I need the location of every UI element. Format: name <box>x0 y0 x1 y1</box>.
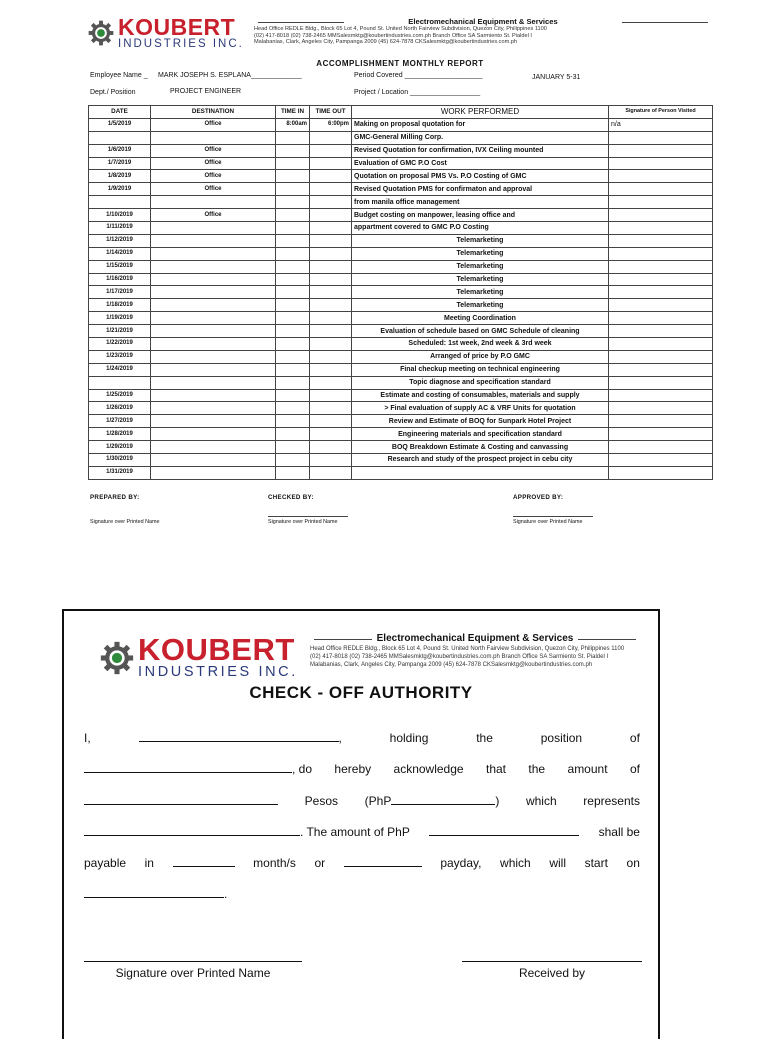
word-acknowledge: acknowledge <box>393 762 464 777</box>
date-cell: 1/24/2019 <box>89 363 151 376</box>
accomplishment-report <box>88 14 712 525</box>
word-on: on <box>626 856 640 871</box>
word-which: which <box>525 793 557 808</box>
time-out-cell <box>310 196 352 209</box>
time-in-cell <box>276 428 310 441</box>
table-row <box>89 312 713 325</box>
signature-cell <box>609 260 713 273</box>
work-performed-cell: Telemarketing <box>352 273 609 286</box>
employee-name-value: MARK JOSEPH S. ESPLANA_____________ <box>158 72 302 79</box>
time-in-cell <box>276 350 310 363</box>
destination-cell <box>151 131 276 144</box>
time-in-cell: 8:00am <box>276 118 310 131</box>
destination-cell <box>151 389 276 402</box>
time-in-cell <box>276 196 310 209</box>
time-in-cell <box>276 183 310 196</box>
destination-cell <box>151 441 276 454</box>
php-amount-blank[interactable] <box>391 792 495 805</box>
time-in-cell <box>276 234 310 247</box>
destination-cell <box>151 350 276 363</box>
word-comma: , <box>338 731 342 745</box>
time-in-cell <box>276 131 310 144</box>
work-performed-cell: Quotation on proposal PMS Vs. P.O Costing of GMC <box>352 170 609 183</box>
work-performed-cell: Telemarketing <box>352 234 609 247</box>
signature-cell <box>609 183 713 196</box>
time-in-cell <box>276 299 310 312</box>
time-in-cell <box>276 389 310 402</box>
table-row <box>89 209 713 222</box>
date-cell <box>89 376 151 389</box>
destination-cell: Office <box>151 118 276 131</box>
date-cell: 1/19/2019 <box>89 312 151 325</box>
paragraph-line-2 <box>84 754 640 785</box>
table-row <box>89 299 713 312</box>
col-header-time-out: TIME OUT <box>310 106 352 119</box>
time-out-cell <box>310 312 352 325</box>
purpose-blank[interactable] <box>84 823 300 836</box>
time-out-cell <box>310 183 352 196</box>
signature-line[interactable] <box>84 961 302 962</box>
signature-cell <box>609 144 713 157</box>
word-the: the <box>476 731 493 745</box>
time-in-cell <box>276 312 310 325</box>
work-performed-cell: Telemarketing <box>352 260 609 273</box>
destination-cell <box>151 247 276 260</box>
word-amount-of-php: . The amount of PhP <box>300 824 410 839</box>
time-in-cell <box>276 260 310 273</box>
work-performed-cell: from manila office management <box>352 196 609 209</box>
prepared-by-block <box>90 494 160 525</box>
word-position: position <box>540 731 583 745</box>
col-header-time-in: TIME IN <box>276 106 310 119</box>
company-subname: INDUSTRIES INC. <box>118 38 244 50</box>
table-row <box>89 183 713 196</box>
date-cell: 1/26/2019 <box>89 402 151 415</box>
address-line-1: Head Office REDLE Bldg., Block 65 Lot 4, Pound St. United North Fairview Subdivision, Quezon City, Philippines 1100 <box>254 26 547 32</box>
paragraph-line-1 <box>84 723 640 754</box>
date-cell: 1/6/2019 <box>89 144 151 157</box>
table-row <box>89 260 713 273</box>
work-performed-cell: Evaluation of GMC P.O Cost <box>352 157 609 170</box>
date-cell: 1/22/2019 <box>89 338 151 351</box>
work-log-table <box>88 105 713 480</box>
time-out-cell <box>310 454 352 467</box>
time-out-cell <box>310 363 352 376</box>
paragraph-line-6 <box>84 879 640 910</box>
date-cell: 1/9/2019 <box>89 183 151 196</box>
form-title: CHECK - OFF AUTHORITY <box>249 683 473 702</box>
company-brand <box>138 632 298 680</box>
time-in-cell <box>276 415 310 428</box>
time-in-cell <box>276 441 310 454</box>
time-out-cell <box>310 466 352 479</box>
date-cell: 1/29/2019 <box>89 441 151 454</box>
company-tagline: Electromechanical Equipment & Services <box>254 17 712 26</box>
paragraph-line-5 <box>84 848 640 879</box>
word-close-paren: ) <box>495 793 500 808</box>
time-in-cell <box>276 338 310 351</box>
word-shall-be: shall be <box>598 824 640 839</box>
time-in-cell <box>276 466 310 479</box>
signature-cell <box>609 131 713 144</box>
word-that: that <box>486 762 507 777</box>
signature-cell <box>609 441 713 454</box>
word-of: of <box>629 731 640 745</box>
signature-cell <box>609 402 713 415</box>
word-period: . <box>224 887 228 902</box>
date-cell: 1/7/2019 <box>89 157 151 170</box>
work-log-body <box>89 118 713 479</box>
destination-cell <box>151 312 276 325</box>
work-performed-cell: Review and Estimate of BOQ for Sunpark Hotel Project <box>352 415 609 428</box>
destination-cell: Office <box>151 209 276 222</box>
word-i: I, <box>84 731 91 745</box>
work-performed-cell: GMC-General Milling Corp. <box>352 131 609 144</box>
table-row <box>89 454 713 467</box>
received-by-block <box>462 961 642 980</box>
word-start: start <box>584 856 608 871</box>
signature-cell <box>609 454 713 467</box>
table-row <box>89 338 713 351</box>
amount-words-blank[interactable] <box>84 792 278 805</box>
time-in-cell <box>276 247 310 260</box>
time-in-cell <box>276 402 310 415</box>
company-name: KOUBERT <box>138 632 295 667</box>
name-blank[interactable] <box>139 729 339 742</box>
work-performed-cell: Telemarketing <box>352 247 609 260</box>
table-row <box>89 363 713 376</box>
checked-by-label: CHECKED BY: <box>268 494 314 501</box>
time-in-cell <box>276 144 310 157</box>
word-which: which <box>500 856 531 871</box>
signature-cell <box>609 363 713 376</box>
table-row <box>89 273 713 286</box>
word-amount: amount <box>567 762 608 777</box>
company-brand <box>118 16 244 50</box>
destination-cell: Office <box>151 157 276 170</box>
work-performed-cell: appartment covered to GMC P.O Costing <box>352 222 609 235</box>
date-cell: 1/21/2019 <box>89 325 151 338</box>
time-out-cell <box>310 338 352 351</box>
table-row <box>89 325 713 338</box>
signature-cell <box>609 312 713 325</box>
paragraph-line-3 <box>84 786 640 817</box>
work-performed-cell: Making on proposal quotation for <box>352 118 609 131</box>
period-covered-value: JANUARY 5-31 <box>532 74 581 81</box>
destination-cell <box>151 466 276 479</box>
destination-cell <box>151 402 276 415</box>
work-performed-cell: > Final evaluation of supply AC & VRF Units for quotation <box>352 402 609 415</box>
time-in-cell <box>276 286 310 299</box>
signature-cell <box>609 273 713 286</box>
paragraph-line-4 <box>84 817 640 848</box>
word-payday: payday, <box>440 856 482 871</box>
col-header-date: DATE <box>89 106 151 119</box>
signature-cell <box>609 376 713 389</box>
table-row <box>89 389 713 402</box>
signature-cell <box>609 415 713 428</box>
work-performed-cell: Scheduled: 1st week, 2nd week & 3rd week <box>352 338 609 351</box>
date-cell: 1/11/2019 <box>89 222 151 235</box>
date-cell: 1/12/2019 <box>89 234 151 247</box>
destination-cell: Office <box>151 170 276 183</box>
company-subname: INDUSTRIES INC. <box>138 664 298 680</box>
project-location-label: Project / Location __________________ <box>354 89 481 96</box>
word-holding: holding <box>389 731 429 745</box>
table-row <box>89 376 713 389</box>
address-line-3: Malabanias, Clark, Angeles City, Pampanga 2009 (45) 624-7878 CKSalesmktg@koubertindustries.com.ph <box>310 662 593 668</box>
signature-cell <box>609 466 713 479</box>
word-payable: payable <box>84 856 127 871</box>
prepared-by-label: PREPARED BY: <box>90 494 140 501</box>
word-or: or <box>314 856 326 871</box>
time-in-cell <box>276 363 310 376</box>
time-out-cell <box>310 428 352 441</box>
signature-cell <box>609 350 713 363</box>
table-row <box>89 118 713 131</box>
table-row <box>89 286 713 299</box>
signature-cell <box>609 222 713 235</box>
destination-cell <box>151 454 276 467</box>
gear-logo-icon <box>100 641 134 675</box>
address-line-2: (02) 417-8018 (02) 738-2465 MMSalesmktg@koubertindustries.com.ph Branch Office SA Sarmiento St. Pialdel I <box>254 32 532 39</box>
signature-cell <box>609 209 713 222</box>
time-in-cell <box>276 209 310 222</box>
signature-cell <box>609 196 713 209</box>
time-in-cell <box>276 170 310 183</box>
word-hereby: hereby <box>334 762 372 777</box>
work-performed-cell: Revised Quotation for confirmation, IVX Ceiling mounted <box>352 144 609 157</box>
signature-cell <box>609 299 713 312</box>
time-in-cell <box>276 222 310 235</box>
start-date-blank[interactable] <box>84 885 224 898</box>
approved-by-caption: Signature over Printed Name <box>513 519 583 525</box>
months-blank[interactable] <box>173 854 235 867</box>
signature-block <box>84 961 302 980</box>
time-in-cell <box>276 157 310 170</box>
work-performed-cell: Revised Quotation PMS for confirmaton and approval <box>352 183 609 196</box>
work-performed-cell: BOQ Breakdown Estimate & Costing and canvassing <box>352 441 609 454</box>
company-tagline: Electromechanical Equipment & Services <box>310 633 640 645</box>
signature-cell <box>609 338 713 351</box>
checked-by-caption: Signature over Printed Name <box>268 519 338 525</box>
position-blank[interactable] <box>84 760 292 773</box>
prepared-by-caption: Signature over Printed Name <box>90 519 160 525</box>
payable-amount-blank[interactable] <box>429 823 579 836</box>
time-out-cell <box>310 402 352 415</box>
work-performed-cell: Arranged of price by P.O GMC <box>352 350 609 363</box>
checked-by-block <box>268 494 338 525</box>
table-row <box>89 402 713 415</box>
time-out-cell <box>310 441 352 454</box>
table-row <box>89 196 713 209</box>
payday-blank[interactable] <box>344 854 422 867</box>
received-by-label: Received by <box>518 966 586 980</box>
date-cell <box>89 196 151 209</box>
time-in-cell <box>276 454 310 467</box>
destination-cell <box>151 376 276 389</box>
destination-cell <box>151 234 276 247</box>
signature-label: Signature over Printed Name <box>115 966 271 980</box>
approved-by-block <box>513 494 583 525</box>
date-cell: 1/16/2019 <box>89 273 151 286</box>
gear-logo-icon <box>88 20 114 46</box>
col-header-work-performed: WORK PERFORMED <box>352 106 609 119</box>
time-out-cell <box>310 325 352 338</box>
table-row <box>89 222 713 235</box>
signature-cell <box>609 157 713 170</box>
address-line-2: (02) 417-8018 (02) 738-2465 MMSalesmktg@koubertindustries.com.ph Branch Office SA Sarmiento St. Pialdel I <box>310 654 609 660</box>
address-line-3: Malabanias, Clark, Angeles City, Pampanga 2009 (45) 624-7878 CKSalesmktg@koubertindustries.com.ph <box>254 39 518 45</box>
time-in-cell <box>276 376 310 389</box>
date-cell: 1/18/2019 <box>89 299 151 312</box>
received-by-line[interactable] <box>462 961 642 962</box>
word-pesos: Pesos <box>304 793 338 808</box>
date-cell: 1/31/2019 <box>89 466 151 479</box>
company-name: KOUBERT <box>118 14 236 40</box>
work-performed-cell: Telemarketing <box>352 299 609 312</box>
word-will: will <box>549 856 566 871</box>
time-out-cell <box>310 234 352 247</box>
company-contact-info <box>310 633 640 669</box>
work-performed-cell: Final checkup meeting on technical engineering <box>352 363 609 376</box>
time-out-cell <box>310 247 352 260</box>
destination-cell <box>151 415 276 428</box>
authority-paragraph <box>84 723 640 911</box>
table-row <box>89 428 713 441</box>
work-performed-cell: Budget costing on manpower, leasing office and <box>352 209 609 222</box>
signature-cell <box>609 428 713 441</box>
time-out-cell <box>310 131 352 144</box>
destination-cell <box>151 363 276 376</box>
destination-cell <box>151 273 276 286</box>
date-cell: 1/25/2019 <box>89 389 151 402</box>
time-out-cell <box>310 222 352 235</box>
work-performed-cell: Telemarketing <box>352 286 609 299</box>
time-out-cell <box>310 299 352 312</box>
time-out-cell <box>310 260 352 273</box>
date-cell: 1/23/2019 <box>89 350 151 363</box>
work-performed-cell: Evaluation of schedule based on GMC Schedule of cleaning <box>352 325 609 338</box>
date-cell: 1/8/2019 <box>89 170 151 183</box>
work-performed-cell: Topic diagnose and specification standard <box>352 376 609 389</box>
company-contact-info <box>254 17 712 46</box>
signature-cell: n/a <box>609 118 713 131</box>
date-cell: 1/15/2019 <box>89 260 151 273</box>
signature-cell <box>609 286 713 299</box>
approved-by-label: APPROVED BY: <box>513 494 564 501</box>
signature-cell <box>609 389 713 402</box>
destination-cell <box>151 338 276 351</box>
signature-cell <box>609 170 713 183</box>
destination-cell <box>151 260 276 273</box>
table-row <box>89 466 713 479</box>
destination-cell <box>151 325 276 338</box>
table-row <box>89 350 713 363</box>
table-row <box>89 131 713 144</box>
dept-position-label: Dept./ Position <box>90 89 136 96</box>
destination-cell <box>151 299 276 312</box>
table-header-row <box>89 106 713 119</box>
table-row <box>89 247 713 260</box>
date-cell: 1/27/2019 <box>89 415 151 428</box>
work-performed-cell <box>352 466 609 479</box>
signature-cell <box>609 325 713 338</box>
destination-cell: Office <box>151 183 276 196</box>
signature-cell <box>609 247 713 260</box>
date-cell: 1/30/2019 <box>89 454 151 467</box>
time-out-cell <box>310 415 352 428</box>
time-out-cell <box>310 157 352 170</box>
word-months: month/s <box>253 856 296 871</box>
destination-cell <box>151 222 276 235</box>
report-title: ACCOMPLISHMENT MONTHLY REPORT <box>316 59 484 68</box>
date-cell: 1/28/2019 <box>89 428 151 441</box>
time-out-cell <box>310 273 352 286</box>
word-in: in <box>144 856 154 871</box>
employee-name-label: Employee Name _ <box>90 72 148 79</box>
destination-cell: Office <box>151 144 276 157</box>
report-letterhead <box>88 14 712 68</box>
work-performed-cell: Engineering materials and specification standard <box>352 428 609 441</box>
time-out-cell <box>310 170 352 183</box>
work-performed-cell: Meeting Coordination <box>352 312 609 325</box>
time-out-cell <box>310 144 352 157</box>
signature-cell <box>609 234 713 247</box>
time-out-cell <box>310 389 352 402</box>
word-represents: represents <box>583 793 640 808</box>
col-header-signature: Signature of Person Visited <box>609 106 713 119</box>
date-cell: 1/5/2019 <box>89 118 151 131</box>
destination-cell <box>151 286 276 299</box>
time-in-cell <box>276 325 310 338</box>
date-cell <box>89 131 151 144</box>
time-out-cell <box>310 209 352 222</box>
word-php: (PhP <box>364 793 392 808</box>
table-row <box>89 170 713 183</box>
col-header-destination: DESTINATION <box>151 106 276 119</box>
table-row <box>89 441 713 454</box>
table-row <box>89 144 713 157</box>
destination-cell <box>151 428 276 441</box>
table-row <box>89 415 713 428</box>
word-do: , do <box>292 762 313 777</box>
work-performed-cell: Research and study of the prospect project in cebu city <box>352 454 609 467</box>
period-covered-label: Period Covered ____________________ <box>354 72 483 79</box>
date-cell: 1/10/2019 <box>89 209 151 222</box>
table-row <box>89 157 713 170</box>
word-of: of <box>629 762 640 777</box>
time-in-cell <box>276 273 310 286</box>
time-out-cell: 6:00pm <box>310 118 352 131</box>
time-out-cell <box>310 350 352 363</box>
dept-position-value: PROJECT ENGINEER <box>170 88 242 95</box>
checked-by-line <box>268 516 348 517</box>
time-out-cell <box>310 286 352 299</box>
word-the: the <box>528 762 546 777</box>
date-cell: 1/14/2019 <box>89 247 151 260</box>
work-performed-cell: Estimate and costing of consumables, materials and supply <box>352 389 609 402</box>
table-row <box>89 234 713 247</box>
time-out-cell <box>310 376 352 389</box>
approved-by-line <box>513 516 593 517</box>
check-off-authority-form <box>62 609 660 1039</box>
address-line-1: Head Office REDLE Bldg., Block 65 Lot 4, Pound St. United North Fairview Subdivision, Quezon City, Philippines 1100 <box>310 646 625 652</box>
form-letterhead <box>100 633 640 683</box>
destination-cell <box>151 196 276 209</box>
date-cell: 1/17/2019 <box>89 286 151 299</box>
